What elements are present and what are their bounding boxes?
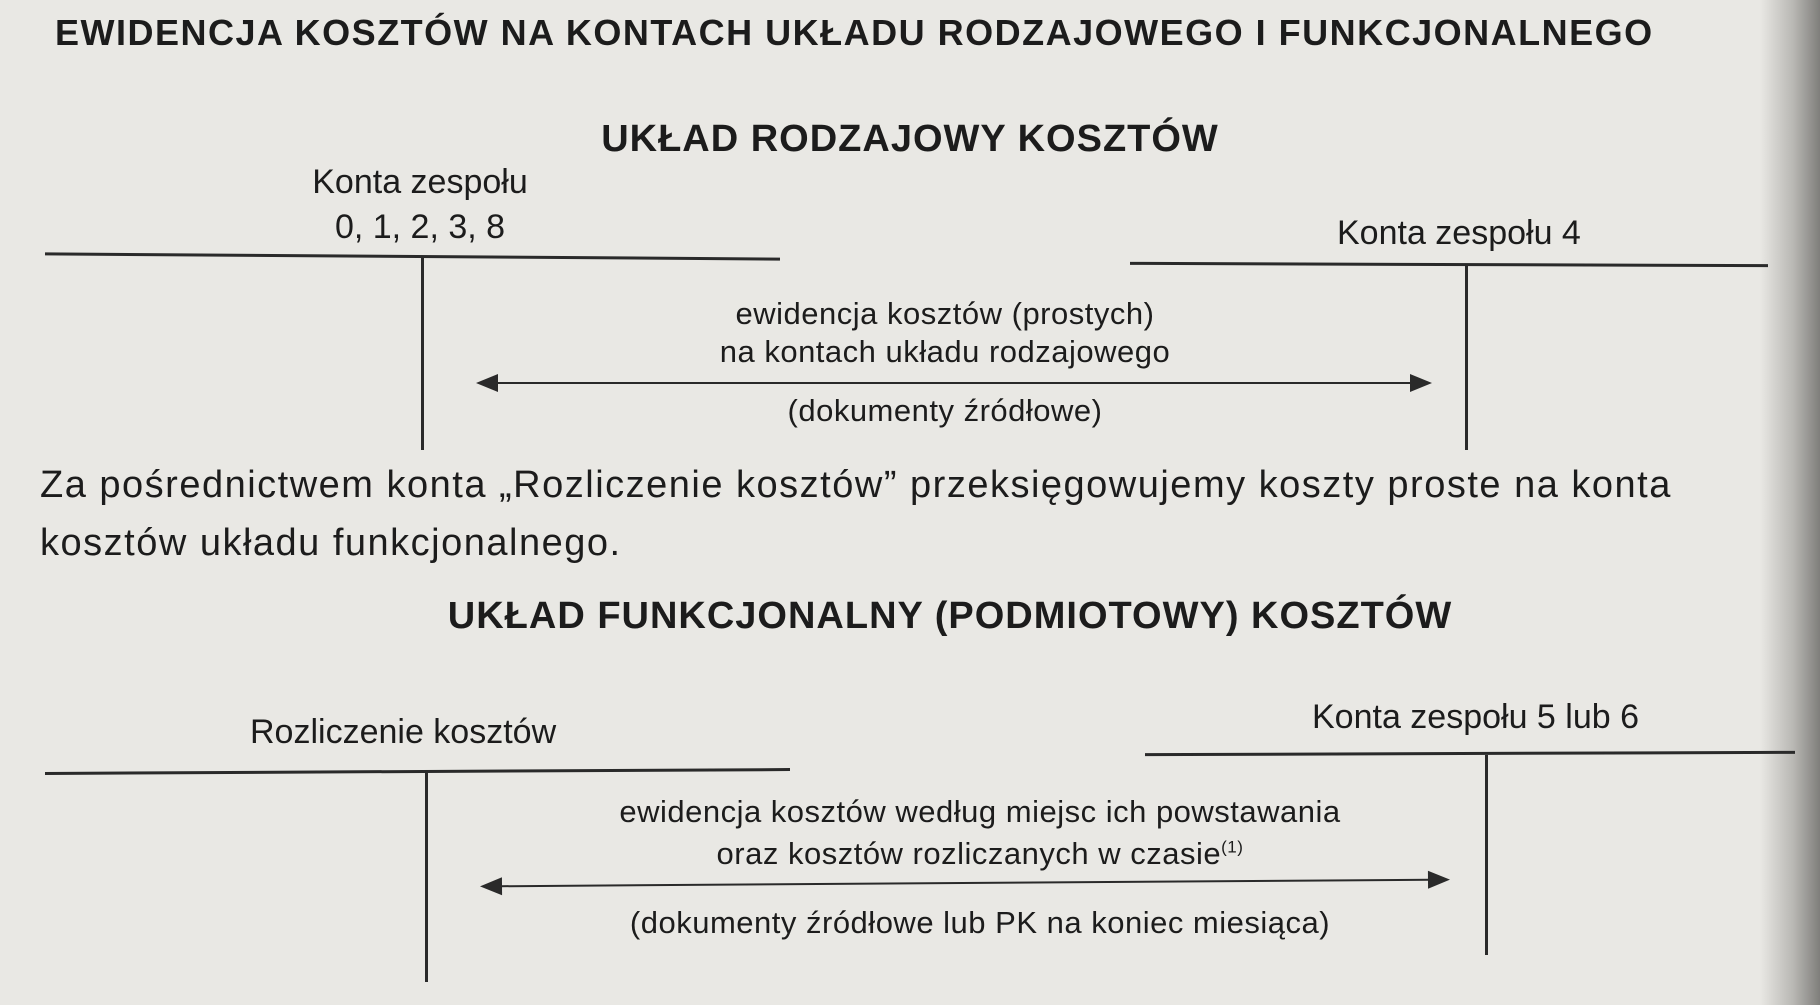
section1-double-arrow [496,382,1412,384]
section1-flow-line1: ewidencja kosztów (prostych) [735,296,1155,331]
section1-right-t-account-divider [1465,266,1468,450]
section2-heading: UKŁAD FUNKCJONALNY (PODMIOTOWY) KOSZTÓW [447,595,1453,637]
section2-right-t-account-divider [1485,755,1488,955]
paragraph-line1: Za pośrednictwem konta „Rozliczenie kosztów” przeksięgowujemy koszty proste na konta [40,464,1672,506]
section1-right-t-account-top [1130,262,1768,267]
section1-flow-line2: na kontach układu rodzajowego [719,334,1171,369]
section1-left-t-account-top [45,252,780,260]
section2-left-account: Rozliczenie kosztów [250,713,557,751]
section2-documents: (dokumenty źródłowe lub PK na koniec miesiąca) [629,905,1331,940]
section2-double-arrow [500,879,1430,887]
section2-left-t-account-divider [425,772,428,982]
section1-documents: (dokumenty źródłowe) [787,393,1103,428]
page-title: EWIDENCJA KOSZTÓW NA KONTACH UKŁADU RODZAJOWEGO I FUNKCJONALNEGO [55,12,1654,53]
section1-right-account: Konta zespołu 4 [1337,214,1581,252]
section2-right-t-account-top [1145,751,1795,756]
section2-left-t-account-top [45,768,790,775]
footnote-marker: (1) [1221,837,1244,857]
section2-flow-line1: ewidencja kosztów według miejsc ich powstawania [619,794,1341,829]
section1-left-t-account-divider [421,258,424,450]
section1-heading: UKŁAD RODZAJOWY KOSZTÓW [601,118,1219,160]
page-edge-shadow [1760,0,1820,1005]
paragraph-line2: kosztów układu funkcjonalnego. [40,522,622,564]
section2-flow-line2 [510,836,1450,872]
section2-right-account: Konta zespołu 5 lub 6 [1312,698,1640,736]
section1-left-account-name: Konta zespołu [312,163,528,201]
section1-left-account-numbers: 0, 1, 2, 3, 8 [334,208,506,246]
section2-flow-line2-text: oraz kosztów rozliczanych w czasie [716,836,1222,871]
